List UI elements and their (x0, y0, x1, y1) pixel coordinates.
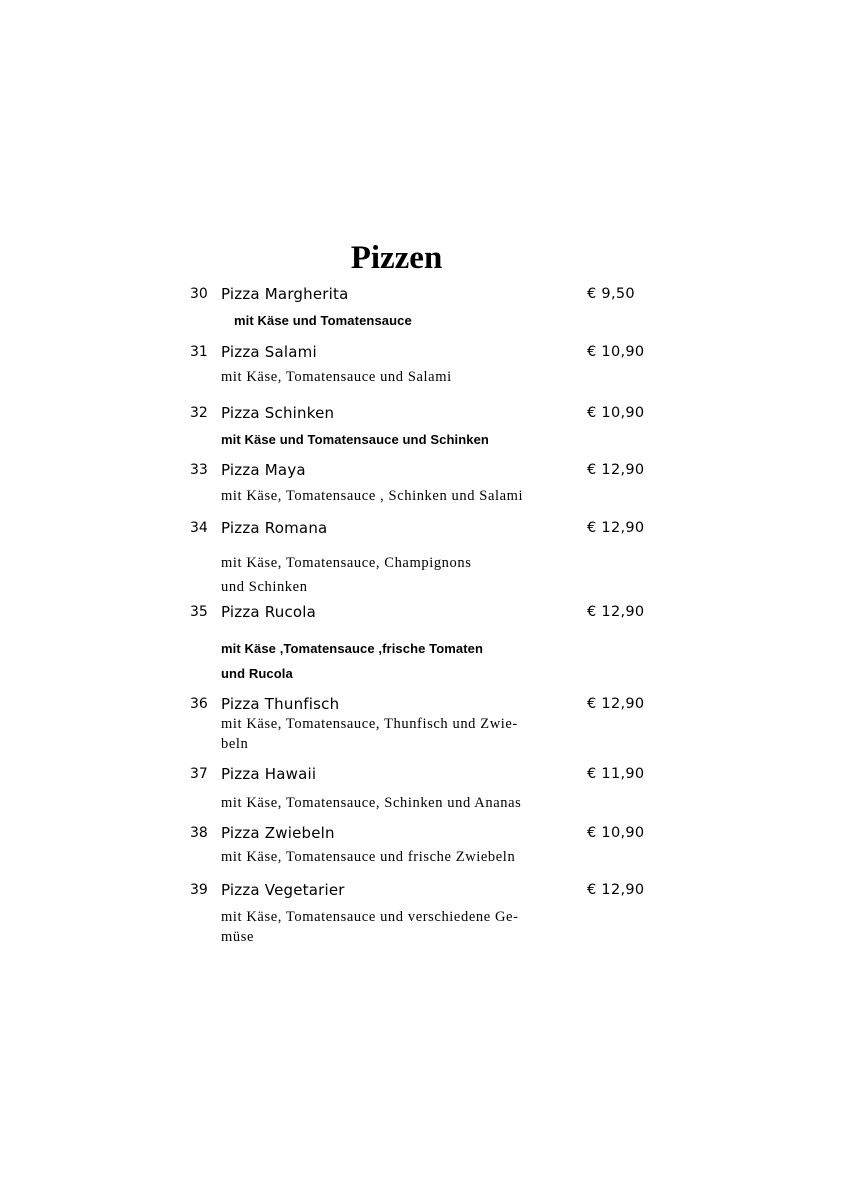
item-number: 38 (190, 825, 208, 841)
item-name: Pizza Thunfisch (221, 695, 340, 713)
item-price: € 11,90 (587, 766, 645, 782)
item-price: € 12,90 (587, 604, 645, 620)
item-description: mit Käse, Tomatensauce und frische Zwiebeln (221, 849, 516, 865)
item-name: Pizza Margherita (221, 285, 349, 303)
item-price: € 12,90 (587, 696, 645, 712)
item-description: mit Käse, Tomatensauce und verschiedene Ge- müse (221, 909, 519, 945)
menu-item-31 (0, 343, 848, 385)
menu-item-32 (0, 404, 848, 447)
item-price: € 12,90 (587, 520, 645, 536)
item-name: Pizza Hawaii (221, 765, 317, 783)
item-description: mit Käse und Tomatensauce und Schinken (221, 432, 489, 447)
item-number: 37 (190, 766, 208, 782)
menu-item-33 (0, 461, 848, 504)
item-number: 33 (190, 462, 208, 478)
item-price: € 10,90 (587, 825, 645, 841)
item-name: Pizza Salami (221, 343, 317, 361)
item-number: 39 (190, 882, 208, 898)
item-price: € 10,90 (587, 344, 645, 360)
item-name: Pizza Rucola (221, 603, 317, 621)
item-number: 31 (190, 344, 208, 360)
item-price: € 10,90 (587, 405, 645, 421)
item-description: mit Käse und Tomatensauce (234, 313, 412, 328)
item-description: mit Käse, Tomatensauce, Schinken und Ananas (221, 795, 522, 811)
menu-item-34 (0, 519, 848, 595)
item-name: Pizza Romana (221, 519, 328, 537)
item-price: € 9,50 (587, 286, 635, 302)
item-number: 34 (190, 520, 208, 536)
item-description: mit Käse ,Tomatensauce ,frische Tomaten und Rucola (221, 641, 484, 681)
menu-item-37 (0, 765, 848, 811)
item-number: 35 (190, 604, 208, 620)
item-number: 32 (190, 405, 208, 421)
menu-title: Pizzen (350, 240, 443, 276)
item-number: 36 (190, 696, 208, 712)
menu-item-36 (0, 695, 848, 752)
item-name: Pizza Zwiebeln (221, 824, 335, 842)
item-name: Pizza Vegetarier (221, 881, 345, 899)
item-name: Pizza Schinken (221, 404, 335, 422)
menu-item-38 (0, 824, 848, 865)
item-description: mit Käse, Tomatensauce und Salami (221, 369, 452, 385)
menu-item-35 (0, 603, 848, 681)
item-name: Pizza Maya (221, 461, 306, 479)
item-description: mit Käse, Tomatensauce , Schinken und Salami (221, 488, 524, 504)
item-description: mit Käse, Tomatensauce, Thunfisch und Zwie- beln (221, 716, 518, 752)
item-description: mit Käse, Tomatensauce, Champignons und Schinken (221, 555, 472, 595)
item-number: 30 (190, 286, 208, 302)
menu-item-39 (0, 881, 848, 945)
item-price: € 12,90 (587, 462, 645, 478)
menu-item-30 (0, 285, 848, 328)
item-price: € 12,90 (587, 882, 645, 898)
